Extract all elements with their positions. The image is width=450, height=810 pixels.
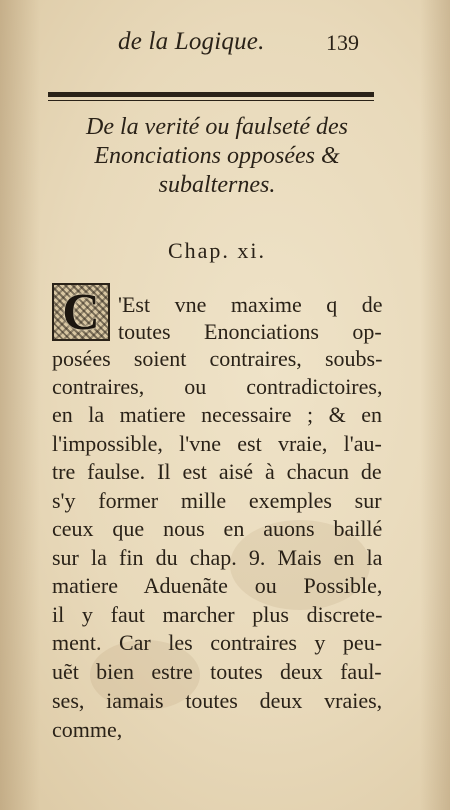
headpiece-rule-thin <box>48 100 374 101</box>
text-line: ceux que nous en auons baillé <box>52 516 383 541</box>
page-number: 139 <box>326 30 359 55</box>
text-line: s'y former mille exemples sur <box>52 488 382 513</box>
text-line: 'Est vne maxime q de <box>118 292 383 317</box>
text-line: posées soient contraires, soubs- <box>52 346 383 371</box>
section-title-line: subalternes. <box>158 172 276 198</box>
text-line: uẽt bien estre toutes deux faul- <box>52 659 382 684</box>
section-title-line: Enonciations opposées & <box>94 143 340 169</box>
chapter-heading: Chap. xi. <box>167 238 267 263</box>
text-line: en la matiere necessaire ; & en <box>52 402 382 427</box>
text-line: ses, iamais toutes deux vraies, <box>52 688 383 713</box>
page-shadow-right <box>420 0 450 810</box>
section-title <box>52 113 382 200</box>
text-line: il y faut marcher plus discrete- <box>52 602 383 627</box>
text-line: toutes Enonciations op- <box>118 319 382 344</box>
text-line: comme, <box>52 717 123 742</box>
text-line: tre faulse. Il est aisé à chacun de <box>52 459 382 484</box>
decorated-initial-letter: C <box>62 283 100 341</box>
text-line: matiere Aduenãte ou Possible, <box>52 573 383 598</box>
text-line: sur la fin du chap. 9. Mais en la <box>52 545 383 570</box>
text-line: ment. Car les contraires y peu- <box>52 630 383 655</box>
text-line: l'impossible, l'vne est vraie, l'au- <box>52 431 382 456</box>
decorated-initial <box>52 283 110 341</box>
page-shadow-left <box>0 0 40 810</box>
text-line: contraires, ou contradictoires, <box>52 374 383 399</box>
headpiece-rule-thick <box>48 92 374 97</box>
section-title-line: De la verité ou faulseté des <box>86 114 348 140</box>
running-head: de la Logique. <box>118 28 265 55</box>
